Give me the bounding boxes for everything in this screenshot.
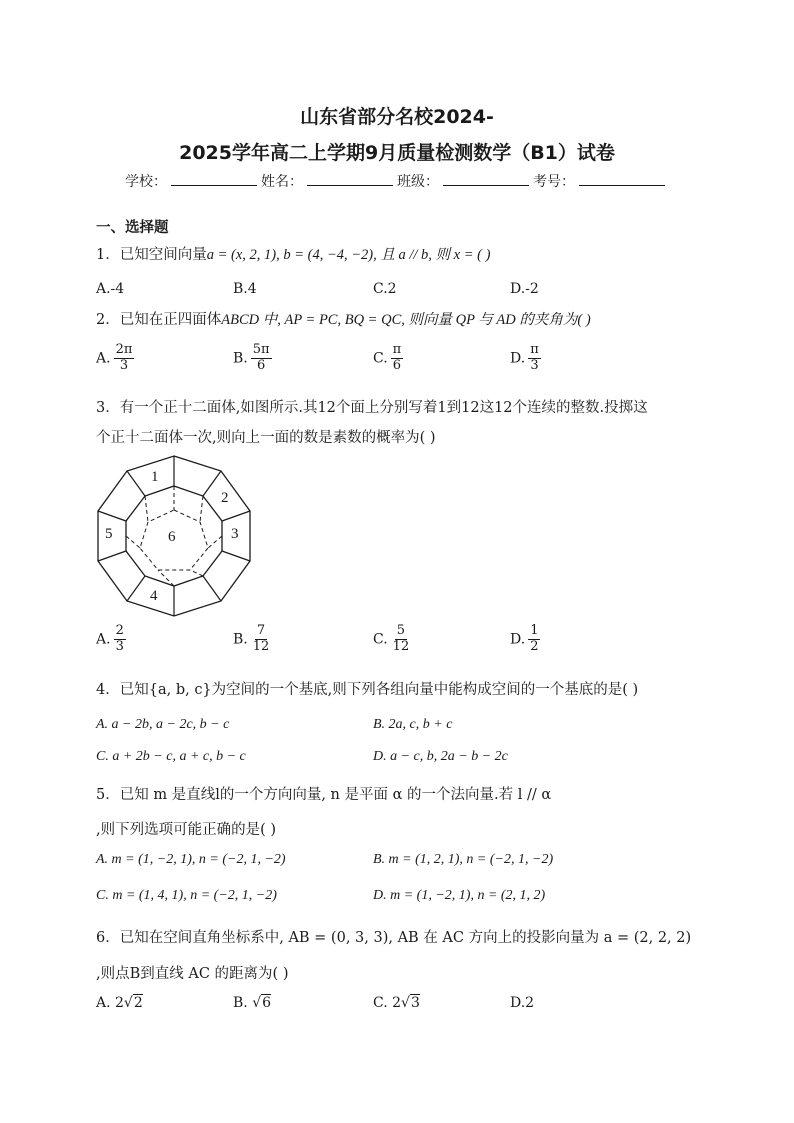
q6-line2: ,则点B到直线 AC 的距离为( ) (96, 966, 289, 982)
q5-option-d[interactable]: D. m = (1, −2, 1), n = (2, 1, 2) (373, 888, 546, 903)
face-number-3: 3 (231, 526, 239, 542)
fraction: $\frac{2}{3}$ (115, 623, 124, 654)
fraction: $\frac{5}{12}$ (392, 623, 410, 654)
section-title: 一、选择题 (96, 220, 169, 236)
q4-stem: 4．已知{a, b, c}为空间的一个基底,则下列各组向量中能构成空间的一个基底的是( ) (96, 682, 639, 698)
face-number-4: 4 (150, 588, 158, 604)
q6-option-c[interactable]: C. 2√3 (373, 995, 420, 1011)
fraction: $\frac{\pi}{6}$ (392, 342, 402, 373)
q3-option-d[interactable]: D. $\frac{1}{2}$ (510, 623, 539, 654)
face-number-1: 1 (151, 469, 159, 485)
class-blank[interactable] (443, 184, 529, 186)
school-blank[interactable] (171, 184, 257, 186)
info-line (125, 171, 669, 191)
q6-line1: 6．已知在空间直角坐标系中, AB = (0, 3, 3), AB 在 AC 方向上的投影向量为 a = (2, 2, 2) (96, 930, 692, 946)
fraction: $\frac{7}{12}$ (252, 623, 270, 654)
fraction: $\frac{\pi}{3}$ (530, 342, 539, 373)
school-label: 学校： (125, 174, 167, 190)
face-number-6: 6 (168, 529, 176, 545)
exam-no-label: 考号： (533, 174, 575, 190)
page-title-line1: 山东省部分名校2024- (300, 106, 494, 128)
name-blank[interactable] (307, 184, 393, 186)
radicand: 6 (262, 995, 272, 1011)
q1-expression: a = (x, 2, 1), b = (4, −4, −2), 且 a // b, 则 x = ( ) (206, 247, 491, 263)
page-title-line2: 2025学年高二上学期9月质量检测数学（B1）试卷 (179, 142, 615, 164)
radicand: 2 (133, 995, 143, 1011)
q1-option-a[interactable]: A.-4 (96, 281, 125, 297)
q2-option-a[interactable]: A. $\frac{2\pi}{3}$ (96, 342, 133, 373)
fraction: $\frac{5\pi}{6}$ (252, 342, 270, 373)
q3-option-c[interactable]: C. $\frac{5}{12}$ (373, 623, 410, 654)
q5-option-c[interactable]: C. m = (1, 4, 1), n = (−2, 1, −2) (96, 888, 277, 903)
dodecahedron-figure (90, 452, 258, 620)
q2-stem: 2．已知在正四面体ABCD 中, AP = PC, BQ = QC, 则向量 QP 与 AD 的夹角为( ) (96, 312, 591, 328)
q3-option-b[interactable]: B. $\frac{7}{12}$ (233, 623, 270, 654)
q1-option-d[interactable]: D.-2 (510, 281, 539, 297)
q3-line1: 3．有一个正十二面体,如图所示.其12个面上分别写着1到12这12个连续的整数.投掷这 (96, 400, 648, 416)
q3-line2: 个正十二面体一次,则向上一面的数是素数的概率为( ) (96, 430, 436, 446)
class-label: 班级： (397, 174, 439, 190)
exam-no-blank[interactable] (579, 184, 665, 186)
q6-option-d[interactable]: D.2 (510, 995, 535, 1011)
q4-option-b[interactable]: B. 2a, c, b + c (373, 717, 453, 732)
q5-option-b[interactable]: B. m = (1, 2, 1), n = (−2, 1, −2) (373, 852, 554, 867)
q2-expression: ABCD 中, AP = PC, BQ = QC, 则向量 QP 与 AD 的夹角为( ) (221, 312, 591, 328)
q2-option-b[interactable]: B. $\frac{5\pi}{6}$ (233, 342, 270, 373)
name-label: 姓名： (261, 174, 303, 190)
q3-option-a[interactable]: A. $\frac{2}{3}$ (96, 623, 124, 654)
q1-option-c[interactable]: C.2 (373, 281, 397, 297)
q2-option-c[interactable]: C. $\frac{\pi}{6}$ (373, 342, 402, 373)
q6-option-b[interactable]: B. √6 (233, 995, 272, 1011)
fraction: $\frac{2\pi}{3}$ (115, 342, 133, 373)
q5-line1: 5．已知 m 是直线l的一个方向向量, n 是平面 α 的一个法向量.若 l // α (96, 787, 552, 803)
q4-option-c[interactable]: C. a + 2b − c, a + c, b − c (96, 749, 246, 764)
q4-option-a[interactable]: A. a − 2b, a − 2c, b − c (96, 717, 230, 732)
q5-line2: ,则下列选项可能正确的是( ) (96, 822, 277, 838)
face-number-5: 5 (105, 526, 113, 542)
q6-option-a[interactable]: A. 2√2 (96, 995, 143, 1011)
q2-option-d[interactable]: D. $\frac{\pi}{3}$ (510, 342, 539, 373)
q1-option-b[interactable]: B.4 (233, 281, 257, 297)
radicand: 3 (410, 995, 420, 1011)
q5-option-a[interactable]: A. m = (1, −2, 1), n = (−2, 1, −2) (96, 852, 286, 867)
fraction: $\frac{1}{2}$ (530, 623, 539, 654)
face-number-2: 2 (221, 490, 229, 506)
q4-option-d[interactable]: D. a − c, b, 2a − b − 2c (373, 749, 508, 764)
q1-stem: 1．已知空间向量a = (x, 2, 1), b = (4, −4, −2), 且 a // b, 则 x = ( ) (96, 247, 491, 263)
